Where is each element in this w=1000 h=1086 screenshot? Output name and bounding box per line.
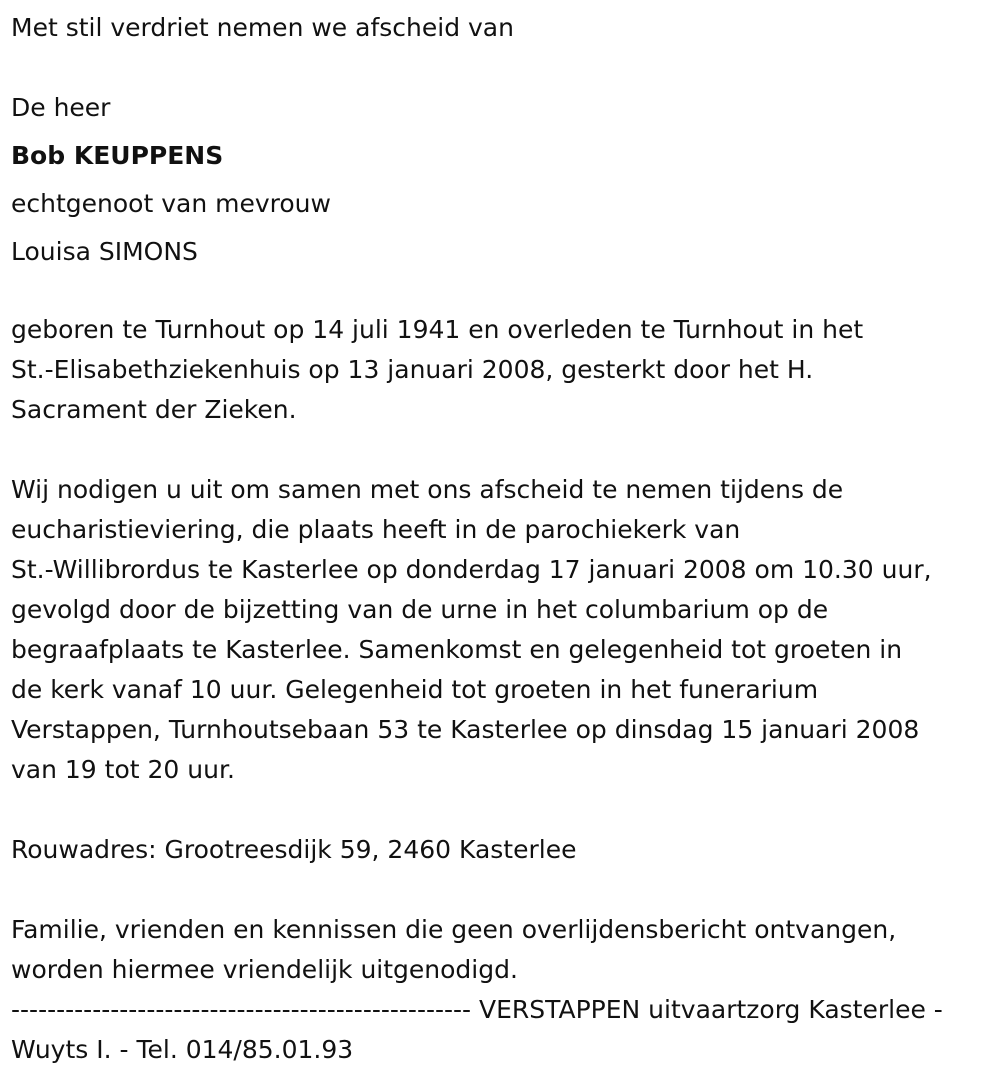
- spouse-label: [11, 184, 331, 224]
- footer-line: --------------------------------------------------- VERSTAPPEN uitvaartzorg Kasterlee -: [11, 995, 943, 1024]
- deceased-name: [11, 136, 223, 176]
- birth-death-line: Sacrament der Zieken.: [11, 395, 297, 424]
- mourning-address: [11, 830, 576, 870]
- birth-death-paragraph: [11, 310, 863, 430]
- family-note-paragraph: [11, 910, 896, 990]
- deceased-title: [11, 88, 110, 128]
- birth-death-line: St.-Elisabethziekenhuis op 13 januari 2008, gesterkt door het H.: [11, 355, 814, 384]
- intro-line: Met stil verdriet nemen we afscheid van: [11, 13, 514, 42]
- name-line: Bob KEUPPENS: [11, 141, 224, 170]
- spouse-label-line: echtgenoot van mevrouw: [11, 189, 331, 218]
- invitation-line: Verstappen, Turnhoutsebaan 53 te Kasterlee op dinsdag 15 januari 2008: [11, 715, 920, 744]
- invitation-line: gevolgd door de bijzetting van de urne in het columbarium op de: [11, 595, 829, 624]
- invitation-line: van 19 tot 20 uur.: [11, 755, 235, 784]
- address-line: Rouwadres: Grootreesdijk 59, 2460 Kasterlee: [11, 835, 577, 864]
- invitation-paragraph: [11, 470, 932, 790]
- spouse-name: [11, 232, 198, 272]
- invitation-line: Wij nodigen u uit om samen met ons afscheid te nemen tijdens de: [11, 475, 844, 504]
- intro-text: [11, 8, 514, 48]
- family-note-line: Familie, vrienden en kennissen die geen overlijdensbericht ontvangen,: [11, 915, 897, 944]
- invitation-line: eucharistieviering, die plaats heeft in de parochiekerk van: [11, 515, 741, 544]
- title-line: De heer: [11, 93, 111, 122]
- spouse-name-line: Louisa SIMONS: [11, 237, 198, 266]
- invitation-line: de kerk vanaf 10 uur. Gelegenheid tot groeten in het funerarium: [11, 675, 819, 704]
- invitation-line: St.-Willibrordus te Kasterlee op donderdag 17 januari 2008 om 10.30 uur,: [11, 555, 932, 584]
- footer-line: Wuyts I. - Tel. 014/85.01.93: [11, 1035, 354, 1064]
- funeral-home-footer: [11, 990, 943, 1070]
- family-note-line: worden hiermee vriendelijk uitgenodigd.: [11, 955, 518, 984]
- invitation-line: begraafplaats te Kasterlee. Samenkomst en gelegenheid tot groeten in: [11, 635, 903, 664]
- birth-death-line: geboren te Turnhout op 14 juli 1941 en overleden te Turnhout in het: [11, 315, 864, 344]
